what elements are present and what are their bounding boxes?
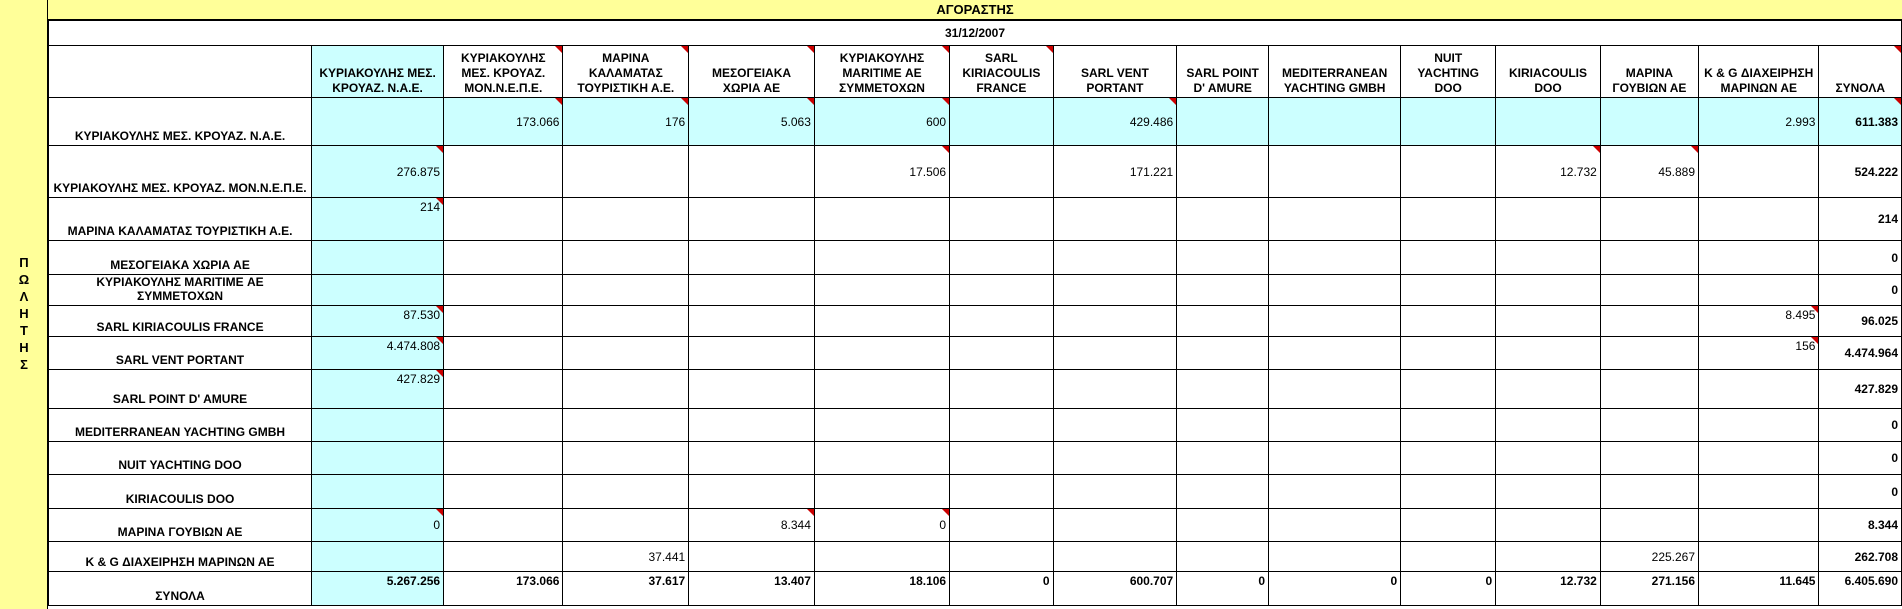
row-total-cell[interactable]: 8.344 [1819, 509, 1902, 542]
value-cell[interactable] [1496, 241, 1601, 275]
value-cell[interactable]: 12.732 [1496, 146, 1601, 198]
value-cell[interactable] [950, 198, 1054, 241]
seller-letter: Ω [18, 272, 30, 287]
table-row [49, 98, 1902, 146]
value-cell[interactable] [312, 98, 444, 146]
corner-cell[interactable] [49, 46, 312, 98]
value-cell[interactable] [1177, 409, 1269, 442]
value-cell[interactable] [1053, 306, 1177, 337]
column-header[interactable]: SARL POINT D' AMURE [1177, 46, 1269, 98]
value-cell[interactable] [1053, 275, 1177, 306]
column-header[interactable]: ΜΑΡΙΝΑ ΓΟΥΒΙΩΝ ΑΕ [1600, 46, 1698, 98]
value-cell[interactable] [950, 409, 1054, 442]
value-cell[interactable] [950, 442, 1054, 475]
seller-letter: Τ [20, 323, 28, 338]
value-cell[interactable] [312, 475, 444, 509]
value-cell[interactable] [563, 198, 689, 241]
value-cell[interactable] [1600, 198, 1698, 241]
value-cell[interactable] [444, 146, 563, 198]
value-cell[interactable] [1269, 275, 1401, 306]
value-cell[interactable]: 17.506 [814, 146, 949, 198]
row-total-cell[interactable]: 524.222 [1819, 146, 1902, 198]
value-cell[interactable] [1269, 306, 1401, 337]
date-cell[interactable]: 31/12/2007 [49, 21, 1902, 46]
table-row [49, 241, 1902, 275]
value-cell[interactable] [1699, 475, 1819, 509]
row-header[interactable]: NUIT YACHTING DOO [49, 442, 312, 475]
value-cell[interactable] [1053, 409, 1177, 442]
value-cell[interactable] [1401, 475, 1496, 509]
value-cell[interactable] [1177, 306, 1269, 337]
value-cell[interactable] [1053, 475, 1177, 509]
value-cell[interactable] [563, 146, 689, 198]
column-header[interactable]: ΚΥΡΙΑΚΟΥΛΗΣ MARITIME ΑΕ ΣΥΜΜΕΤΟΧΩΝ [814, 46, 949, 98]
value-cell[interactable] [689, 409, 815, 442]
value-cell[interactable] [1699, 198, 1819, 241]
value-cell[interactable] [1269, 442, 1401, 475]
table-row [49, 198, 1902, 241]
value-cell[interactable] [444, 442, 563, 475]
column-header[interactable]: Κ & G ΔΙΑΧΕΙΡΗΣΗ ΜΑΡΙΝΩΝ ΑΕ [1699, 46, 1819, 98]
value-cell[interactable] [689, 275, 815, 306]
column-total-cell[interactable]: 13.407 [689, 572, 815, 606]
row-total-cell[interactable]: 4.474.964 [1819, 337, 1902, 370]
value-cell[interactable] [444, 542, 563, 572]
value-cell[interactable]: 214 [312, 198, 444, 241]
value-cell[interactable] [814, 370, 949, 409]
value-cell[interactable] [1269, 370, 1401, 409]
value-cell[interactable] [1600, 98, 1698, 146]
seller-letter: Σ [20, 357, 28, 372]
value-cell[interactable]: 429.486 [1053, 98, 1177, 146]
buyer-header: ΑΓΟΡΑΣΤΗΣ [48, 0, 1902, 20]
value-cell[interactable] [814, 442, 949, 475]
value-cell[interactable] [689, 542, 815, 572]
value-cell[interactable]: 427.829 [312, 370, 444, 409]
value-cell[interactable] [1699, 370, 1819, 409]
intercompany-matrix [48, 20, 1902, 606]
value-cell[interactable] [444, 409, 563, 442]
value-cell[interactable] [1269, 337, 1401, 370]
column-header[interactable]: SARL KIRIACOULIS FRANCE [950, 46, 1054, 98]
value-cell[interactable] [1053, 337, 1177, 370]
value-cell[interactable] [1699, 442, 1819, 475]
totals-row-header[interactable]: ΣΥΝΟΛΑ [49, 572, 312, 606]
value-cell[interactable] [689, 241, 815, 275]
value-cell[interactable] [1401, 442, 1496, 475]
value-cell[interactable] [1699, 241, 1819, 275]
value-cell[interactable] [1401, 409, 1496, 442]
value-cell[interactable] [444, 337, 563, 370]
value-cell[interactable] [444, 241, 563, 275]
column-total-cell[interactable]: 0 [1177, 572, 1269, 606]
value-cell[interactable] [1699, 542, 1819, 572]
value-cell[interactable] [950, 475, 1054, 509]
value-cell[interactable] [312, 241, 444, 275]
value-cell[interactable] [312, 275, 444, 306]
grand-total-cell[interactable]: 6.405.690 [1819, 572, 1902, 606]
value-cell[interactable] [1401, 509, 1496, 542]
value-cell[interactable] [950, 146, 1054, 198]
value-cell[interactable]: 176 [563, 98, 689, 146]
value-cell[interactable] [1496, 409, 1601, 442]
column-header[interactable]: ΚΥΡΙΑΚΟΥΛΗΣ ΜΕΣ. ΚΡΟΥΑΖ. Ν.Α.Ε. [312, 46, 444, 98]
column-total-cell[interactable]: 37.617 [563, 572, 689, 606]
value-cell[interactable] [1401, 306, 1496, 337]
row-total-cell[interactable]: 0 [1819, 241, 1902, 275]
value-cell[interactable] [1600, 442, 1698, 475]
row-header[interactable]: SARL KIRIACOULIS FRANCE [49, 306, 312, 337]
value-cell[interactable] [1053, 241, 1177, 275]
value-cell[interactable] [814, 306, 949, 337]
value-cell[interactable] [1053, 370, 1177, 409]
value-cell[interactable] [1401, 370, 1496, 409]
value-cell[interactable] [1053, 442, 1177, 475]
row-header[interactable]: ΚΥΡΙΑΚΟΥΛΗΣ ΜΕΣ. ΚΡΟΥΑΖ. ΜΟΝ.Ν.Ε.Π.Ε. [49, 146, 312, 198]
value-cell[interactable] [814, 337, 949, 370]
value-cell[interactable] [563, 442, 689, 475]
row-total-cell[interactable]: 0 [1819, 475, 1902, 509]
value-cell[interactable] [563, 475, 689, 509]
table-row [49, 509, 1902, 542]
seller-letter: Π [19, 255, 29, 270]
column-total-cell[interactable]: 0 [1269, 572, 1401, 606]
value-cell[interactable] [1177, 475, 1269, 509]
value-cell[interactable] [814, 409, 949, 442]
value-cell[interactable]: 45.889 [1600, 146, 1698, 198]
value-cell[interactable] [1401, 98, 1496, 146]
row-total-cell[interactable]: 611.383 [1819, 98, 1902, 146]
value-cell[interactable] [950, 509, 1054, 542]
table-row [49, 275, 1902, 306]
value-cell[interactable] [950, 241, 1054, 275]
value-cell[interactable]: 2.993 [1699, 98, 1819, 146]
row-header[interactable]: ΚΥΡΙΑΚΟΥΛΗΣ ΜΕΣ. ΚΡΟΥΑΖ. Ν.Α.Ε. [49, 98, 312, 146]
value-cell[interactable]: 173.066 [444, 98, 563, 146]
value-cell[interactable] [1177, 509, 1269, 542]
value-cell[interactable] [1177, 98, 1269, 146]
value-cell[interactable] [1053, 542, 1177, 572]
value-cell[interactable] [1269, 98, 1401, 146]
seller-band [0, 0, 48, 609]
row-total-cell[interactable]: 262.708 [1819, 542, 1902, 572]
value-cell[interactable] [1269, 542, 1401, 572]
row-total-cell[interactable]: 214 [1819, 198, 1902, 241]
value-cell[interactable] [1177, 241, 1269, 275]
value-cell[interactable] [1600, 306, 1698, 337]
value-cell[interactable] [1600, 370, 1698, 409]
value-cell[interactable] [950, 98, 1054, 146]
value-cell[interactable] [1600, 337, 1698, 370]
value-cell[interactable] [1177, 198, 1269, 241]
totals-row [49, 572, 1902, 606]
value-cell[interactable] [689, 370, 815, 409]
value-cell[interactable] [689, 146, 815, 198]
value-cell[interactable]: 0 [312, 509, 444, 542]
table-row [49, 542, 1902, 572]
value-cell[interactable]: 87.530 [312, 306, 444, 337]
table-row [49, 306, 1902, 337]
row-header[interactable]: KIRIACOULIS DOO [49, 475, 312, 509]
value-cell[interactable] [814, 475, 949, 509]
value-cell[interactable] [950, 337, 1054, 370]
value-cell[interactable] [1401, 146, 1496, 198]
value-cell[interactable]: 276.875 [312, 146, 444, 198]
value-cell[interactable] [814, 275, 949, 306]
value-cell[interactable] [1496, 509, 1601, 542]
value-cell[interactable] [563, 409, 689, 442]
value-cell[interactable] [312, 409, 444, 442]
seller-letter: Λ [19, 289, 29, 304]
table-row [49, 370, 1902, 409]
seller-label [0, 254, 48, 373]
value-cell[interactable] [1699, 509, 1819, 542]
column-total-cell[interactable]: 0 [1401, 572, 1496, 606]
value-cell[interactable] [950, 542, 1054, 572]
column-header[interactable]: KIRIACOULIS DOO [1496, 46, 1601, 98]
value-cell[interactable] [1053, 509, 1177, 542]
row-header[interactable]: SARL VENT PORTANT [49, 337, 312, 370]
row-header[interactable]: Κ & G ΔΙΑΧΕΙΡΗΣΗ ΜΑΡΙΝΩΝ ΑΕ [49, 542, 312, 572]
value-cell[interactable] [1269, 475, 1401, 509]
value-cell[interactable] [1496, 275, 1601, 306]
table-row [49, 409, 1902, 442]
row-header[interactable]: SARL POINT D' AMURE [49, 370, 312, 409]
value-cell[interactable] [1177, 337, 1269, 370]
column-total-cell[interactable]: 0 [950, 572, 1054, 606]
value-cell[interactable] [1600, 475, 1698, 509]
row-total-cell[interactable]: 427.829 [1819, 370, 1902, 409]
value-cell[interactable] [1401, 542, 1496, 572]
value-cell[interactable] [689, 337, 815, 370]
value-cell[interactable]: 4.474.808 [312, 337, 444, 370]
value-cell[interactable] [563, 241, 689, 275]
value-cell[interactable] [1600, 409, 1698, 442]
value-cell[interactable] [689, 198, 815, 241]
value-cell[interactable] [444, 509, 563, 542]
value-cell[interactable] [1496, 442, 1601, 475]
column-header[interactable]: ΜΑΡΙΝΑ ΚΑΛΑΜΑΤΑΣ ΤΟΥΡΙΣΤΙΚΗ Α.Ε. [563, 46, 689, 98]
value-cell[interactable] [1496, 370, 1601, 409]
value-cell[interactable] [312, 442, 444, 475]
column-total-cell[interactable]: 18.106 [814, 572, 949, 606]
value-cell[interactable] [1496, 542, 1601, 572]
value-cell[interactable] [563, 370, 689, 409]
value-cell[interactable] [444, 370, 563, 409]
value-cell[interactable] [1269, 409, 1401, 442]
row-total-cell[interactable]: 0 [1819, 442, 1902, 475]
table-row [49, 337, 1902, 370]
column-header[interactable]: ΚΥΡΙΑΚΟΥΛΗΣ ΜΕΣ. ΚΡΟΥΑΖ. ΜΟΝ.Ν.Ε.Π.Ε. [444, 46, 563, 98]
value-cell[interactable] [312, 542, 444, 572]
value-cell[interactable] [1177, 542, 1269, 572]
value-cell[interactable] [563, 275, 689, 306]
value-cell[interactable] [950, 275, 1054, 306]
value-cell[interactable] [689, 306, 815, 337]
value-cell[interactable] [1699, 146, 1819, 198]
table-row [49, 146, 1902, 198]
value-cell[interactable] [689, 442, 815, 475]
value-cell[interactable] [689, 475, 815, 509]
value-cell[interactable] [1177, 275, 1269, 306]
value-cell[interactable]: 8.344 [689, 509, 815, 542]
value-cell[interactable] [1269, 146, 1401, 198]
value-cell[interactable] [1600, 509, 1698, 542]
value-cell[interactable] [814, 198, 949, 241]
column-total-cell[interactable]: 173.066 [444, 572, 563, 606]
table-row [49, 442, 1902, 475]
value-cell[interactable]: 8.495 [1699, 306, 1819, 337]
column-total-cell[interactable]: 11.645 [1699, 572, 1819, 606]
column-header[interactable]: MEDITERRANEAN YACHTING GMBH [1269, 46, 1401, 98]
value-cell[interactable]: 5.063 [689, 98, 815, 146]
value-cell[interactable] [1699, 409, 1819, 442]
column-header[interactable]: ΜΕΣΟΓΕΙΑΚΑ ΧΩΡΙΑ ΑΕ [689, 46, 815, 98]
column-total-cell[interactable]: 12.732 [1496, 572, 1601, 606]
value-cell[interactable] [1177, 146, 1269, 198]
column-total-cell[interactable]: 271.156 [1600, 572, 1698, 606]
value-cell[interactable]: 156 [1699, 337, 1819, 370]
seller-letter: Η [19, 306, 29, 321]
row-header[interactable]: ΜΑΡΙΝΑ ΚΑΛΑΜΑΤΑΣ ΤΟΥΡΙΣΤΙΚΗ Α.Ε. [49, 198, 312, 241]
value-cell[interactable] [444, 275, 563, 306]
column-header[interactable]: NUIT YACHTING DOO [1401, 46, 1496, 98]
value-cell[interactable] [1401, 241, 1496, 275]
row-total-cell[interactable]: 0 [1819, 409, 1902, 442]
value-cell[interactable] [1401, 337, 1496, 370]
value-cell[interactable] [563, 337, 689, 370]
value-cell[interactable] [1496, 475, 1601, 509]
value-cell[interactable] [950, 306, 1054, 337]
value-cell[interactable] [1177, 370, 1269, 409]
value-cell[interactable] [1496, 198, 1601, 241]
value-cell[interactable] [950, 370, 1054, 409]
column-total-cell[interactable]: 5.267.256 [312, 572, 444, 606]
value-cell[interactable] [1496, 306, 1601, 337]
value-cell[interactable]: 600 [814, 98, 949, 146]
column-header[interactable]: SARL VENT PORTANT [1053, 46, 1177, 98]
value-cell[interactable] [444, 306, 563, 337]
row-header[interactable]: MEDITERRANEAN YACHTING GMBH [49, 409, 312, 442]
row-header[interactable]: ΚΥΡΙΑΚΟΥΛΗΣ MARITIME ΑΕ ΣΥΜΜΕΤΟΧΩΝ [49, 275, 312, 306]
row-header[interactable]: ΜΕΣΟΓΕΙΑΚΑ ΧΩΡΙΑ ΑΕ [49, 241, 312, 275]
value-cell[interactable] [814, 542, 949, 572]
row-total-cell[interactable]: 96.025 [1819, 306, 1902, 337]
row-total-cell[interactable]: 0 [1819, 275, 1902, 306]
value-cell[interactable] [1496, 337, 1601, 370]
value-cell[interactable] [1699, 275, 1819, 306]
value-cell[interactable] [563, 509, 689, 542]
column-total-cell[interactable]: 600.707 [1053, 572, 1177, 606]
value-cell[interactable] [1269, 198, 1401, 241]
value-cell[interactable] [814, 241, 949, 275]
value-cell[interactable]: 171.221 [1053, 146, 1177, 198]
value-cell[interactable] [563, 306, 689, 337]
column-header[interactable]: ΣΥΝΟΛΑ [1819, 46, 1902, 98]
value-cell[interactable] [444, 475, 563, 509]
row-header[interactable]: ΜΑΡΙΝΑ ΓΟΥΒΙΩΝ ΑΕ [49, 509, 312, 542]
value-cell[interactable] [1600, 275, 1698, 306]
value-cell[interactable]: 225.267 [1600, 542, 1698, 572]
value-cell[interactable] [1269, 241, 1401, 275]
value-cell[interactable]: 0 [814, 509, 949, 542]
value-cell[interactable] [1177, 442, 1269, 475]
value-cell[interactable] [1600, 241, 1698, 275]
value-cell[interactable]: 37.441 [563, 542, 689, 572]
value-cell[interactable] [1269, 509, 1401, 542]
value-cell[interactable] [1496, 98, 1601, 146]
value-cell[interactable] [1401, 275, 1496, 306]
value-cell[interactable] [1053, 198, 1177, 241]
seller-letter: Η [19, 340, 29, 355]
value-cell[interactable] [1401, 198, 1496, 241]
table-row [49, 475, 1902, 509]
value-cell[interactable] [444, 198, 563, 241]
